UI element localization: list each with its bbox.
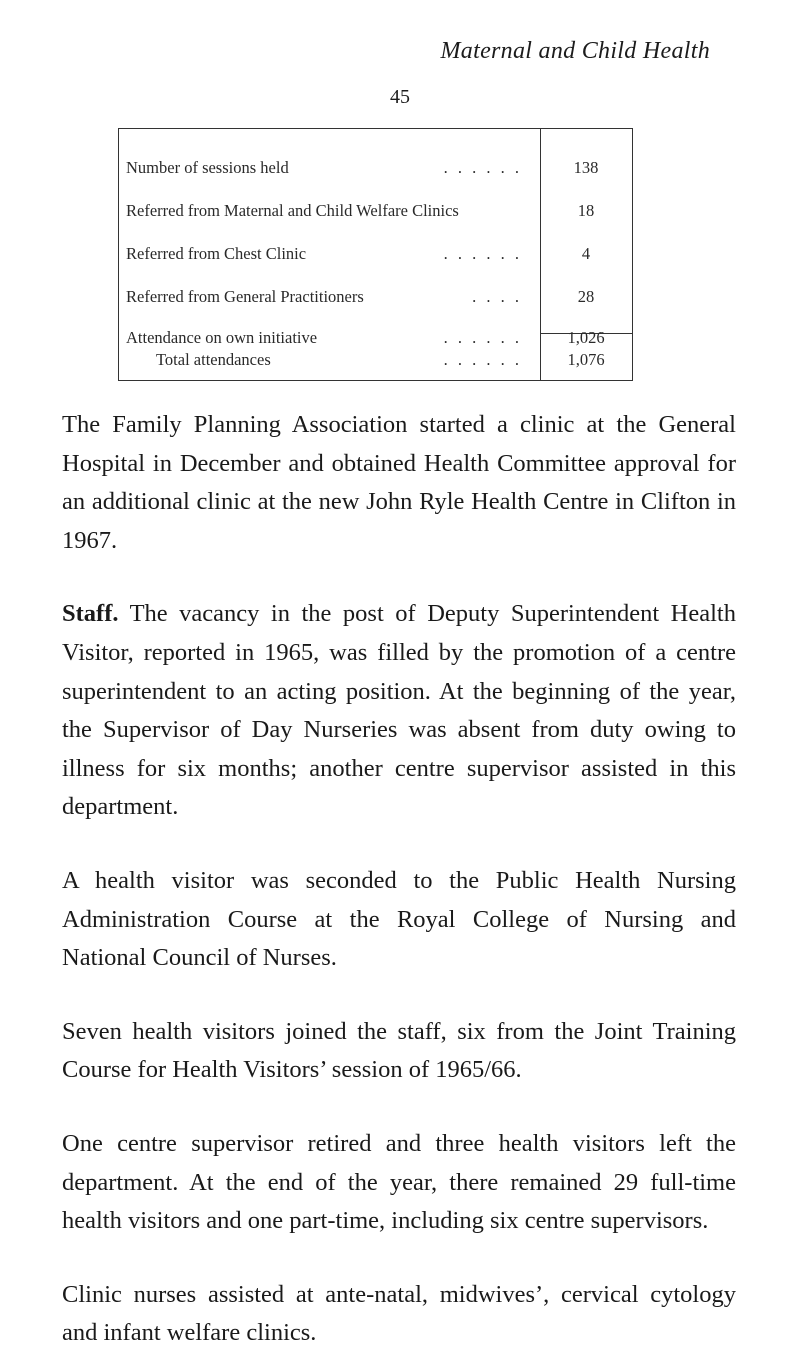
section-heading-staff: Staff. xyxy=(62,600,119,628)
table-rule-top xyxy=(118,128,632,129)
leader-dots: . . . . . . xyxy=(443,158,522,177)
total-label: Total attendances xyxy=(156,350,271,369)
leader-dots: . . . . . . xyxy=(443,328,522,347)
leader-dots: . . . . . . xyxy=(443,244,522,263)
row-label: Number of sessions held xyxy=(126,158,289,177)
paragraph-new-staff: Seven health visitors joined the staff, six from the Joint Training Course for Health Visitors’ session of 1965/66. xyxy=(62,1017,736,1084)
table-row xyxy=(126,328,632,350)
paragraph-family-planning: The Family Planning Association started a clinic at the General Hospital in December and obtained Health Committee approval for an additional clinic at the new John Ryle Health Centre in Clifton in 1967. xyxy=(62,411,736,554)
row-label: Referred from Chest Clinic xyxy=(126,244,307,263)
leader-dots: . . . . . . xyxy=(443,350,522,369)
paragraph-departures: One centre supervisor retired and three health visitors left the department. At the end of the year, there remained 29 full-time health visitors and one part-time, including six centre supervisors. xyxy=(62,1129,736,1235)
total-value: 1,076 xyxy=(567,350,605,369)
row-value: 1,026 xyxy=(567,328,605,347)
paragraph-staff-text: The vacancy in the post of Deputy Superintendent Health Visitor, reported in 1965, was filled by the promotion of a centre superintendent to an acting position. At the beginning of the year, the Supervisor of Day Nurseries was absent from duty owing to illness for six months; another centre supervisor assisted in this department. xyxy=(62,600,736,821)
paragraph-clinic-nurses: Clinic nurses assisted at ante-natal, midwives’, cervical cytology and infant welfare clinics. xyxy=(62,1280,736,1347)
table-rule-right xyxy=(632,128,633,381)
table-row xyxy=(126,201,632,223)
paragraph-staff xyxy=(62,595,736,827)
row-label: Referred from General Practitioners xyxy=(126,287,364,306)
body-text xyxy=(62,406,736,1353)
row-value: 18 xyxy=(577,201,595,220)
row-value: 138 xyxy=(573,158,599,177)
table-rule-left xyxy=(118,128,119,381)
table-row xyxy=(126,158,632,180)
page-number: 45 xyxy=(390,86,410,108)
paragraph-secondment: A health visitor was seconded to the Public Health Nursing Administration Course at the Royal College of Nursing and National Council of Nurses. xyxy=(62,866,736,972)
table-row-total xyxy=(126,350,632,372)
table-row xyxy=(126,244,632,266)
table-row xyxy=(126,287,632,309)
leader-dots: . . . . xyxy=(472,287,522,306)
row-label: Referred from Maternal and Child Welfare Clinics xyxy=(126,201,459,220)
row-value: 28 xyxy=(577,287,595,306)
row-label: Attendance on own initiative xyxy=(126,328,318,347)
attendance-table xyxy=(118,128,632,381)
row-value: 4 xyxy=(581,244,591,263)
running-head: Maternal and Child Health xyxy=(440,38,710,64)
table-rule-bottom xyxy=(118,380,632,381)
